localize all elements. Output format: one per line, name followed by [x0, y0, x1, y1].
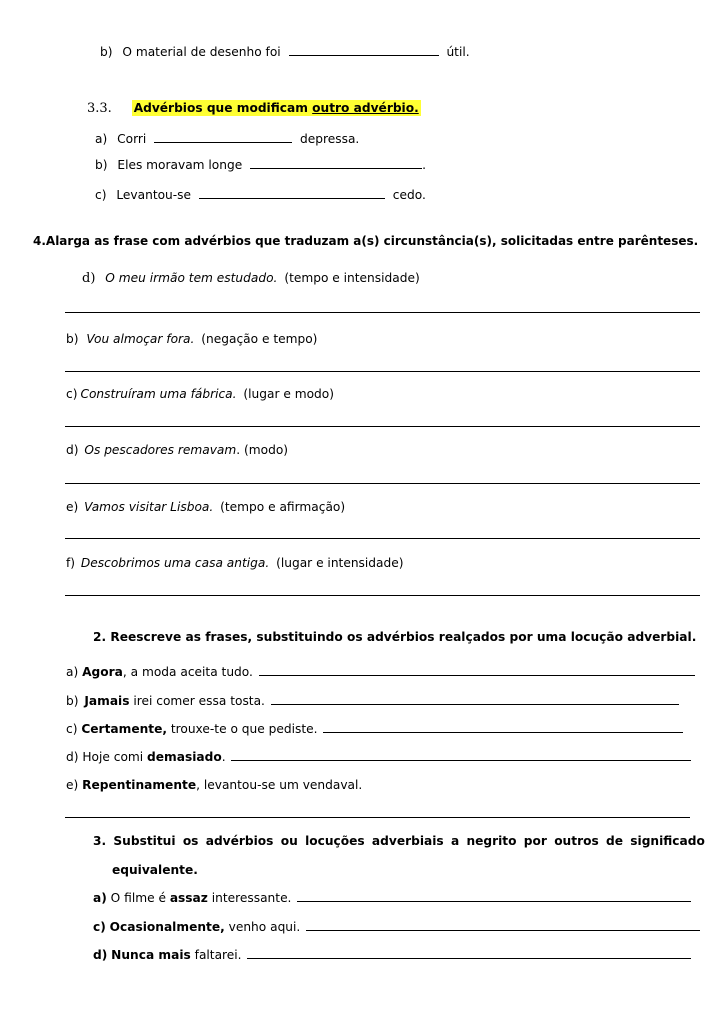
answer-line[interactable] — [65, 817, 690, 818]
answer-blank[interactable] — [247, 947, 691, 959]
exercise-3-3-item-a: a) Corri depressa. — [95, 132, 360, 146]
answer-line[interactable] — [65, 426, 700, 427]
item-text: O material de desenho foi — [122, 45, 281, 59]
answer-line[interactable] — [65, 371, 700, 372]
exercise-4-item-4: d) Os pescadores remavam. (modo) — [66, 443, 289, 457]
answer-line[interactable] — [65, 483, 700, 484]
answer-blank[interactable] — [306, 919, 700, 931]
exercise-3-2-item-b — [100, 44, 470, 60]
answer-blank[interactable] — [271, 693, 679, 705]
item-marker: b) — [100, 45, 113, 59]
answer-line[interactable] — [65, 538, 700, 539]
section-3-heading-line2: equivalente. — [112, 863, 198, 877]
exercise-4-item-3: c) Construíram uma fábrica. (lugar e modo) — [66, 387, 334, 401]
exercise-3-item-a: a) O filme é assaz interessante. — [93, 890, 691, 906]
exercise-2-item-e: e) Repentinamente, levantou-se um vendaval. — [66, 778, 363, 792]
exercise-3-3-item-b: b) Eles moravam longe . — [95, 158, 426, 172]
section-3-3-heading — [87, 100, 421, 117]
answer-blank[interactable] — [250, 157, 422, 169]
highlighted-title: Advérbios que modificam outro advérbio. — [133, 101, 419, 115]
exercise-2-item-b: b) Jamais irei comer essa tosta. — [66, 693, 679, 709]
exercise-4-item-2: b) Vou almoçar fora. (negação e tempo) — [66, 332, 318, 346]
answer-blank[interactable] — [323, 721, 683, 733]
answer-blank[interactable] — [297, 890, 691, 902]
answer-blank[interactable] — [154, 131, 292, 143]
section-number: 3.3. — [87, 101, 112, 116]
exercise-2-item-a: a) Agora, a moda aceita tudo. — [66, 664, 695, 680]
answer-line[interactable] — [65, 312, 700, 313]
answer-line[interactable] — [65, 595, 700, 596]
item-text-end: útil. — [446, 45, 470, 59]
exercise-4-item-6: f) Descobrimos uma casa antiga. (lugar e intensidade) — [66, 556, 404, 570]
exercise-2-item-d: d) Hoje comi demasiado. — [66, 749, 691, 765]
exercise-3-item-c: c) Ocasionalmente, venho aqui. — [93, 919, 700, 935]
answer-blank[interactable] — [259, 664, 695, 676]
section-3-heading: 3. Substitui os advérbios ou locuções adverbiais a negrito por outros de significado — [93, 834, 705, 848]
exercise-2-item-c: c) Certamente, trouxe-te o que pediste. — [66, 721, 683, 737]
section-2-heading: 2. Reescreve as frases, substituindo os advérbios realçados por uma locução adverbial. — [93, 630, 697, 644]
exercise-3-3-item-c: c) Levantou-se cedo. — [95, 188, 426, 202]
exercise-4-item-1: d) O meu irmão tem estudado. (tempo e intensidade) — [82, 271, 420, 286]
section-4-heading: 4.Alarga as frase com advérbios que traduzam a(s) circunstância(s), solicitadas entre parênteses. — [33, 234, 699, 248]
answer-blank[interactable] — [231, 749, 691, 761]
answer-blank[interactable] — [199, 187, 385, 199]
exercise-4-item-5: e) Vamos visitar Lisboa. (tempo e afirmação) — [66, 500, 346, 514]
exercise-3-item-d: d) Nunca mais faltarei. — [93, 947, 691, 963]
answer-blank[interactable] — [289, 44, 439, 56]
